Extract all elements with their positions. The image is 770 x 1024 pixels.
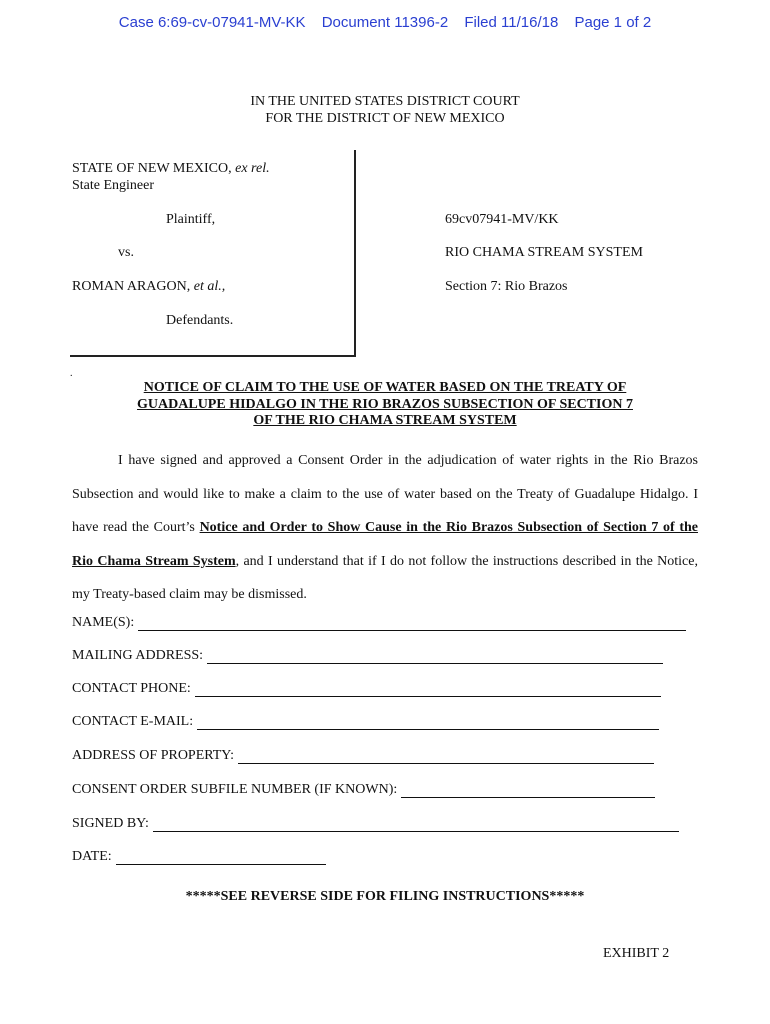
court-line-1: IN THE UNITED STATES DISTRICT COURT <box>250 94 520 109</box>
filing-header <box>0 14 770 31</box>
plaintiff-sub: State Engineer <box>72 178 155 193</box>
title-line-3: OF THE RIO CHAMA STREAM SYSTEM <box>253 413 517 428</box>
contact-phone-blank[interactable] <box>195 682 661 697</box>
title-line-1: NOTICE OF CLAIM TO THE USE OF WATER BASED ON THE TREATY OF <box>143 380 627 395</box>
ex-rel-text: ex rel. <box>235 161 270 176</box>
filed-date-header: Filed 11/16/18 <box>464 14 559 31</box>
defendant-name <box>72 279 225 295</box>
date-label: DATE: <box>72 849 112 864</box>
plaintiff-name-text: STATE OF NEW MEXICO, <box>72 161 232 176</box>
defendants-label: Defendants. <box>166 313 234 328</box>
signed-by-blank[interactable] <box>153 817 679 832</box>
contact-email-field[interactable] <box>72 714 659 730</box>
defendant-name-text: ROMAN ARAGON, <box>72 279 191 294</box>
versus-label: vs. <box>118 245 134 260</box>
stream-system: RIO CHAMA STREAM SYSTEM <box>445 245 643 260</box>
reverse-side-note: *****SEE REVERSE SIDE FOR FILING INSTRUCTIONS***** <box>185 889 585 904</box>
caption-divider-horizontal <box>70 355 356 357</box>
section-label: Section 7: Rio Brazos <box>445 279 568 294</box>
mailing-address-blank[interactable] <box>207 649 663 664</box>
plaintiff-name <box>72 161 270 177</box>
date-field[interactable] <box>72 849 326 865</box>
case-number: 69cv07941-MV/KK <box>445 212 559 227</box>
property-address-field[interactable] <box>72 748 654 764</box>
date-blank[interactable] <box>116 850 326 865</box>
court-name <box>0 93 770 127</box>
names-label: NAME(S): <box>72 615 135 630</box>
body-part-1: I have signed and approved a Consent Order in the adjudication of water rights in the Rio Brazos Subsection and would like to make a claim to the use of water based on the Treaty of Guadalupe Hidalgo. I have read the Court’s <box>72 453 698 535</box>
court-line-2: FOR THE DISTRICT OF NEW MEXICO <box>265 111 505 126</box>
stray-mark: . <box>70 368 73 379</box>
contact-email-blank[interactable] <box>197 715 659 730</box>
exhibit-label: EXHIBIT 2 <box>603 946 670 961</box>
mailing-address-field[interactable] <box>72 648 663 664</box>
mailing-address-label: MAILING ADDRESS: <box>72 648 204 663</box>
contact-email-label: CONTACT E-MAIL: <box>72 714 194 729</box>
subfile-number-label: CONSENT ORDER SUBFILE NUMBER (IF KNOWN): <box>72 782 398 797</box>
case-number-header: Case 6:69-cv-07941-MV-KK <box>118 14 306 31</box>
et-al-text: et al., <box>193 279 226 294</box>
contact-phone-label: CONTACT PHONE: <box>72 681 191 696</box>
body-part-2: , and I understand that if I do not follow the instructions described in the Notice, my Treaty-based claim may be dismissed. <box>72 553 698 602</box>
property-address-blank[interactable] <box>238 749 654 764</box>
signed-by-field[interactable] <box>72 816 679 832</box>
document-number-header: Document 11396-2 <box>321 14 449 31</box>
names-field[interactable] <box>72 615 686 631</box>
caption-divider-vertical <box>354 150 356 357</box>
title-line-2: GUADALUPE HIDALGO IN THE RIO BRAZOS SUBSECTION OF SECTION 7 <box>137 396 633 412</box>
contact-phone-field[interactable] <box>72 681 661 697</box>
subfile-number-field[interactable] <box>72 782 655 798</box>
names-blank[interactable] <box>138 616 686 631</box>
property-address-label: ADDRESS OF PROPERTY: <box>72 748 235 763</box>
page-number-header: Page 1 of 2 <box>574 14 652 31</box>
notice-title <box>60 380 710 430</box>
plaintiff-label: Plaintiff, <box>166 212 216 227</box>
body-bold-reference: Notice and Order to Show Cause in the Rio Brazos Subsection of Section 7 of the Rio Chama Stream System <box>72 520 698 569</box>
signed-by-label: SIGNED BY: <box>72 816 149 831</box>
subfile-number-blank[interactable] <box>401 783 655 798</box>
body-paragraph <box>72 444 698 612</box>
